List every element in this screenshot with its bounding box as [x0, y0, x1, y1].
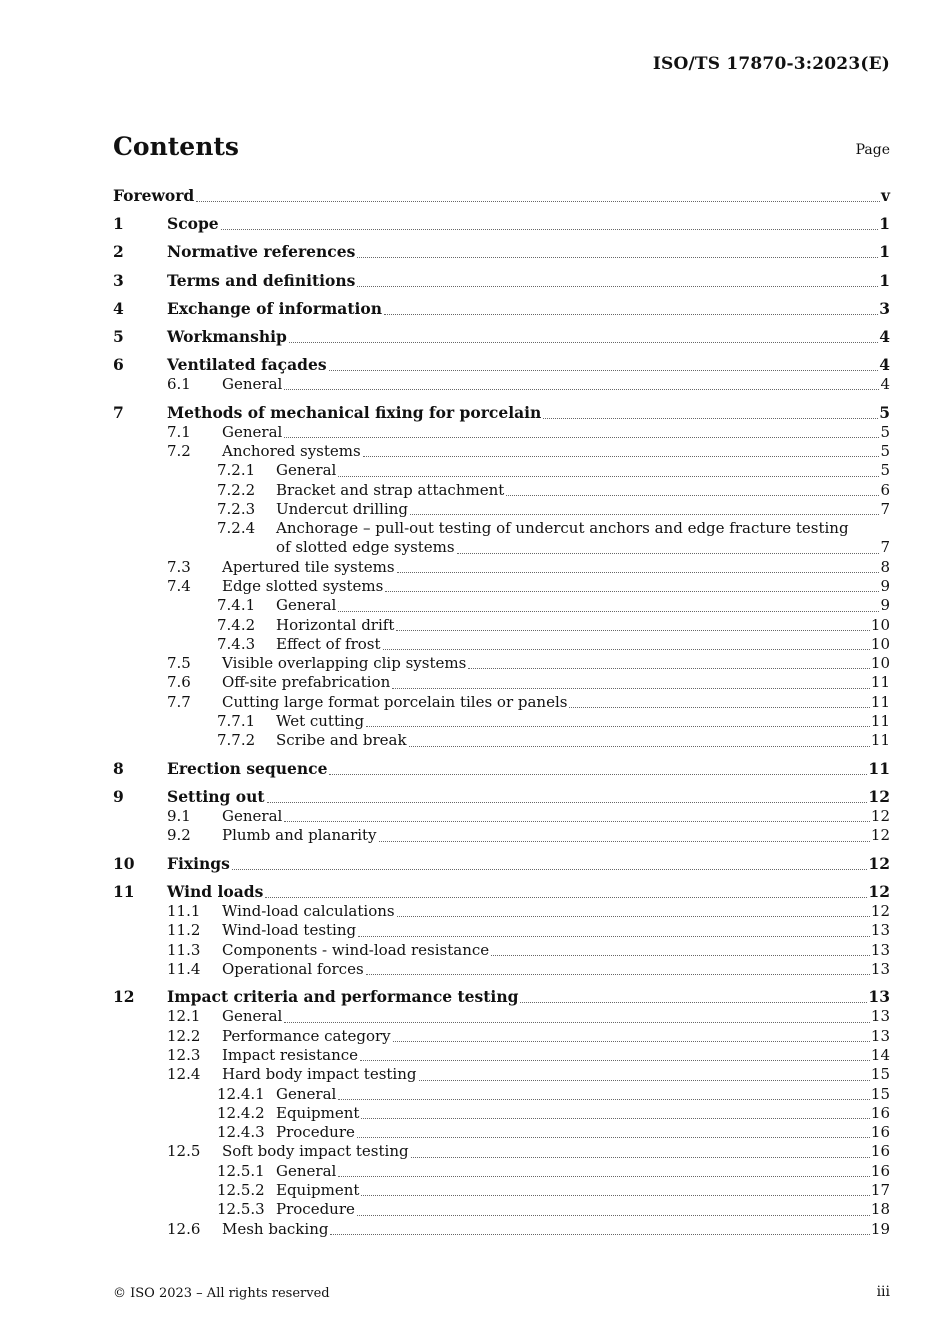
toc-entry-title: Impact criteria and performance testing: [167, 987, 519, 1007]
toc-entry[interactable]: [113, 327, 890, 347]
toc-entry[interactable]: [113, 558, 890, 577]
dot-leader: [284, 1022, 870, 1023]
toc-entry-title: Setting out: [167, 787, 265, 807]
dot-leader: [520, 1002, 867, 1003]
toc-entry-page: 1: [879, 214, 890, 234]
toc-entry[interactable]: [113, 654, 890, 673]
toc-entry-number: 12.2: [167, 1026, 201, 1045]
dot-leader: [289, 342, 878, 343]
toc-entry-number: 7.6: [167, 673, 191, 692]
toc-entry[interactable]: [113, 1181, 890, 1200]
toc-entry-number: 12.5.1: [217, 1161, 265, 1180]
toc-entry-title: Wet cutting: [276, 712, 365, 731]
toc-entry-page: 13: [870, 1007, 890, 1026]
copyright-notice: © ISO 2023 – All rights reserved: [113, 1286, 330, 1301]
dot-leader: [338, 1099, 870, 1100]
toc-entry-number: 7.2: [167, 441, 191, 460]
table-of-contents: [113, 186, 890, 1239]
toc-entry-title: General: [276, 461, 337, 480]
toc-entry-page: 11: [870, 692, 890, 711]
toc-entry-title: Ventilated façades: [167, 355, 327, 375]
page-column-label: Page: [855, 142, 890, 158]
toc-entry-page: 13: [870, 1026, 890, 1045]
toc-entry[interactable]: [113, 461, 890, 480]
toc-entry-title: Procedure: [276, 1123, 355, 1142]
dot-leader: [265, 897, 867, 898]
toc-entry-title: Components - wind-load resistance: [222, 940, 490, 959]
toc-entry-title: General: [222, 1007, 283, 1026]
toc-entry[interactable]: [113, 1142, 890, 1161]
toc-entry[interactable]: [113, 375, 890, 394]
toc-entry[interactable]: [113, 921, 890, 940]
toc-entry[interactable]: [113, 882, 890, 902]
toc-entry-title: Edge slotted systems: [222, 576, 384, 595]
dot-leader: [491, 955, 870, 956]
toc-entry-title: Wind-load calculations: [222, 902, 395, 920]
toc-entry-page: 10: [870, 615, 890, 634]
toc-entry-title: Fixings: [167, 853, 230, 873]
dot-leader: [366, 726, 870, 727]
toc-entry-title: Equipment: [276, 1103, 360, 1122]
toc-entry-number: 7.2.2: [217, 480, 256, 499]
toc-entry-number: 6: [113, 355, 124, 375]
toc-entry-page: 16: [870, 1161, 890, 1180]
dot-leader: [385, 591, 879, 592]
dot-leader: [384, 314, 878, 315]
toc-entry-number: 12: [113, 987, 135, 1007]
toc-entry-page: 1: [879, 270, 890, 290]
toc-entry-title: Off-site prefabrication: [222, 673, 391, 692]
toc-entry[interactable]: [113, 616, 890, 635]
toc-entry-number: 11.1: [167, 902, 201, 920]
toc-entry-number: 9.2: [167, 826, 191, 845]
dot-leader: [267, 802, 868, 803]
toc-entry[interactable]: [113, 902, 890, 921]
dot-leader: [358, 936, 870, 937]
toc-entry[interactable]: [113, 941, 890, 960]
toc-entry-number: 3: [113, 270, 124, 290]
toc-entry-title: Operational forces: [222, 959, 364, 978]
toc-entry-number: 7.2.1: [217, 461, 256, 480]
toc-entry-title: General: [276, 1084, 337, 1103]
toc-entry-number: 8: [113, 758, 124, 778]
toc-entry-page: 8: [880, 557, 890, 576]
toc-entry-title: Soft body impact testing: [222, 1142, 409, 1161]
toc-entry-number: 7.7.2: [217, 731, 256, 750]
toc-entry-page: 7: [880, 499, 890, 518]
toc-entry-page: 11: [868, 758, 890, 778]
toc-entry-title: Plumb and planarity: [222, 826, 377, 845]
toc-entry-title: Scribe and break: [276, 731, 407, 750]
toc-entry-page: 12: [870, 807, 890, 826]
toc-entry[interactable]: [113, 423, 890, 442]
dot-leader: [366, 974, 870, 975]
toc-entry-page: 5: [880, 422, 890, 441]
toc-entry-title: General: [222, 422, 283, 441]
toc-entry-title: Methods of mechanical fixing for porcelain: [167, 402, 542, 422]
toc-entry-page: 13: [870, 940, 890, 959]
toc-entry-page: 4: [879, 326, 890, 346]
dot-leader: [338, 611, 879, 612]
toc-entry[interactable]: [113, 673, 890, 692]
toc-entry-page: 10: [870, 654, 890, 673]
toc-entry-page: 17: [870, 1181, 890, 1200]
toc-entry-page: 11: [870, 712, 890, 731]
toc-entry-page: 12: [868, 882, 890, 901]
dot-leader: [411, 1157, 870, 1158]
toc-entry[interactable]: [113, 403, 890, 423]
toc-entry[interactable]: [113, 1007, 890, 1026]
toc-entry-page: 18: [870, 1200, 890, 1219]
toc-entry-number: 5: [113, 326, 124, 346]
dot-leader: [232, 869, 868, 870]
toc-entry[interactable]: [113, 1104, 890, 1123]
toc-entry-number: 7.4.2: [217, 615, 256, 634]
toc-entry-title: General: [222, 375, 283, 394]
toc-entry-number: 12.4.2: [217, 1103, 265, 1122]
toc-entry-number: 12.4.3: [217, 1123, 265, 1142]
toc-entry[interactable]: [113, 1162, 890, 1181]
dot-leader: [329, 370, 879, 371]
toc-entry-number: 7.5: [167, 654, 191, 673]
toc-entry-title: Terms and definitions: [167, 270, 356, 290]
toc-entry-title: General: [276, 1161, 337, 1180]
toc-entry-title: Impact resistance: [222, 1045, 359, 1064]
toc-entry-page: 12: [870, 826, 890, 845]
dot-leader: [361, 1195, 870, 1196]
document-id: ISO/TS 17870-3:2023(E): [652, 54, 890, 74]
toc-entry-title: Horizontal drift: [276, 615, 395, 634]
toc-entry-number: 11: [113, 882, 135, 901]
toc-entry-page: 16: [870, 1142, 890, 1161]
toc-entry-title: Undercut drilling: [276, 499, 409, 518]
toc-entry[interactable]: [113, 1065, 890, 1084]
toc-entry-page: 19: [870, 1219, 890, 1238]
dot-leader: [363, 456, 880, 457]
page-title: Contents: [113, 132, 240, 161]
toc-entry-title-continued: of slotted edge systems: [276, 538, 455, 557]
toc-entry-page: 12: [868, 853, 890, 873]
dot-leader: [392, 688, 870, 689]
toc-entry[interactable]: [113, 1220, 890, 1239]
toc-entry-title: General: [222, 807, 283, 826]
toc-entry-title: Apertured tile systems: [222, 557, 395, 576]
toc-entry-page: 12: [870, 902, 890, 920]
dot-leader: [357, 257, 878, 258]
toc-entry-title: Performance category: [222, 1026, 391, 1045]
toc-entry-page: 12: [868, 787, 890, 807]
toc-entry-page: 9: [880, 576, 890, 595]
toc-entry-title: Erection sequence: [167, 758, 328, 778]
toc-entry-number: 12.4.1: [217, 1084, 265, 1103]
toc-entry-title: Anchorage – pull-out testing of undercut anchors and edge fracture testing: [276, 519, 849, 538]
toc-entry-page: 15: [870, 1084, 890, 1103]
toc-entry-page: 16: [870, 1103, 890, 1122]
dot-leader: [361, 1118, 870, 1119]
toc-entry-page: 3: [879, 298, 890, 318]
toc-entry[interactable]: [113, 299, 890, 319]
toc-entry-page: 4: [879, 355, 890, 375]
toc-entry[interactable]: [113, 577, 890, 596]
toc-entry[interactable]: [113, 1046, 890, 1065]
dot-leader: [379, 841, 870, 842]
toc-entry[interactable]: [113, 731, 890, 750]
toc-entry-page: 7: [880, 538, 890, 557]
dot-leader: [569, 707, 869, 708]
toc-entry-title: Mesh backing: [222, 1219, 329, 1238]
toc-entry-page: 6: [880, 480, 890, 499]
toc-entry-number: 11.3: [167, 940, 201, 959]
toc-entry-number: 7.2.3: [217, 499, 256, 518]
toc-entry-number: 7.3: [167, 557, 191, 576]
toc-entry[interactable]: [113, 960, 890, 979]
toc-entry-page: 4: [880, 375, 890, 394]
toc-entry[interactable]: [113, 1123, 890, 1142]
toc-entry[interactable]: [113, 1200, 890, 1219]
toc-entry-page: 5: [880, 461, 890, 480]
dot-leader: [506, 495, 879, 496]
dot-leader: [357, 1215, 870, 1216]
toc-entry-number: 12.3: [167, 1045, 201, 1064]
dot-leader: [397, 916, 870, 917]
toc-entry-page: 5: [879, 402, 890, 422]
toc-entry[interactable]: [113, 854, 890, 874]
toc-entry-page: 14: [870, 1045, 890, 1064]
toc-entry-number: 7.4.3: [217, 634, 256, 653]
toc-entry-number: 2: [113, 242, 124, 262]
toc-entry[interactable]: [113, 355, 890, 375]
dot-leader: [396, 630, 870, 631]
toc-entry[interactable]: [113, 987, 890, 1007]
toc-entry-number: 9: [113, 787, 124, 807]
toc-entry[interactable]: [113, 712, 890, 731]
toc-entry[interactable]: [113, 442, 890, 461]
toc-entry-title: Workmanship: [167, 326, 287, 346]
toc-entry-title: Procedure: [276, 1200, 355, 1219]
toc-entry-number: 1: [113, 214, 124, 234]
toc-entry-number: 12.5.2: [217, 1181, 265, 1200]
toc-entry-number: 7: [113, 402, 124, 422]
toc-entry[interactable]: [113, 693, 890, 712]
toc-entry-page: 5: [880, 441, 890, 460]
toc-entry-number: 7.4: [167, 576, 191, 595]
toc-entry[interactable]: [113, 759, 890, 779]
toc-entry[interactable]: [113, 807, 890, 826]
dot-leader: [196, 201, 880, 202]
toc-entry-title: Scope: [167, 214, 219, 234]
toc-entry-title: Wind-load testing: [222, 921, 357, 940]
toc-entry-title: Cutting large format porcelain tiles or panels: [222, 692, 568, 711]
toc-entry-title: Foreword: [113, 186, 195, 205]
toc-entry-page: 13: [868, 987, 890, 1007]
toc-entry-title: Anchored systems: [222, 441, 361, 460]
dot-leader: [221, 229, 879, 230]
toc-entry-number: 12.4: [167, 1065, 201, 1084]
toc-entry-title: Exchange of information: [167, 298, 383, 318]
dot-leader: [409, 746, 870, 747]
dot-leader: [360, 1060, 870, 1061]
toc-entry-page: 10: [870, 634, 890, 653]
dot-leader: [357, 1137, 870, 1138]
toc-entry[interactable]: [113, 271, 890, 291]
toc-entry[interactable]: [113, 500, 890, 519]
toc-entry[interactable]: [113, 481, 890, 500]
dot-leader: [357, 286, 878, 287]
dot-leader: [393, 1041, 870, 1042]
toc-entry-page: 16: [870, 1123, 890, 1142]
dot-leader: [543, 418, 878, 419]
toc-entry-continuation[interactable]: [113, 538, 890, 557]
toc-entry-title: Equipment: [276, 1181, 360, 1200]
toc-entry-number: 11.2: [167, 921, 201, 940]
dot-leader: [419, 1080, 870, 1081]
dot-leader: [468, 668, 870, 669]
toc-entry-page: 9: [880, 596, 890, 615]
toc-entry[interactable]: [113, 635, 890, 654]
toc-entry-number: 7.7: [167, 692, 191, 711]
toc-entry-page: v: [880, 186, 890, 205]
dot-leader: [284, 437, 879, 438]
toc-entry-number: 6.1: [167, 375, 191, 394]
toc-entry-title: General: [276, 596, 337, 615]
dot-leader: [330, 1234, 869, 1235]
dot-leader: [383, 649, 870, 650]
dot-leader: [410, 514, 879, 515]
toc-entry-number: 7.2.4: [217, 519, 256, 538]
toc-entry-title: Normative references: [167, 242, 356, 262]
toc-entry-title: Hard body impact testing: [222, 1065, 417, 1084]
toc-entry-page: 11: [870, 731, 890, 750]
toc-entry-number: 12.5.3: [217, 1200, 265, 1219]
toc-entry-number: 12.6: [167, 1219, 201, 1238]
toc-entry-page: 1: [879, 242, 890, 262]
toc-entry-page: 13: [870, 959, 890, 978]
dot-leader: [284, 389, 879, 390]
toc-entry[interactable]: [113, 1027, 890, 1046]
toc-entry-page: 13: [870, 921, 890, 940]
page-number: iii: [876, 1284, 890, 1300]
dot-leader: [329, 774, 867, 775]
toc-entry-title: Visible overlapping clip systems: [222, 654, 467, 673]
toc-entry[interactable]: [113, 596, 890, 615]
dot-leader: [338, 1176, 870, 1177]
toc-entry-number: 4: [113, 298, 124, 318]
dot-leader: [284, 821, 870, 822]
toc-entry-page: 15: [870, 1065, 890, 1084]
dot-leader: [397, 572, 880, 573]
toc-entry-number: 12.1: [167, 1007, 201, 1026]
toc-entry-number: 11.4: [167, 959, 201, 978]
toc-entry[interactable]: [113, 214, 890, 234]
toc-entry[interactable]: [113, 1085, 890, 1104]
toc-entry[interactable]: [113, 242, 890, 262]
toc-entry-page: 11: [870, 673, 890, 692]
toc-entry-title: Bracket and strap attachment: [276, 480, 505, 499]
dot-leader: [338, 476, 879, 477]
toc-entry-number: 10: [113, 853, 135, 873]
toc-entry[interactable]: [113, 787, 890, 807]
toc-entry-number: 9.1: [167, 807, 191, 826]
toc-entry[interactable]: [113, 186, 890, 206]
toc-entry-number: 12.5: [167, 1142, 201, 1161]
toc-entry-number: 7.4.1: [217, 596, 256, 615]
toc-entry-number: 7.1: [167, 422, 191, 441]
dot-leader: [457, 553, 880, 554]
toc-entry-number: 7.7.1: [217, 712, 256, 731]
toc-entry-title: Effect of frost: [276, 634, 381, 653]
toc-entry[interactable]: [113, 826, 890, 845]
toc-entry[interactable]: [113, 519, 890, 538]
toc-entry-title: Wind loads: [167, 882, 264, 901]
